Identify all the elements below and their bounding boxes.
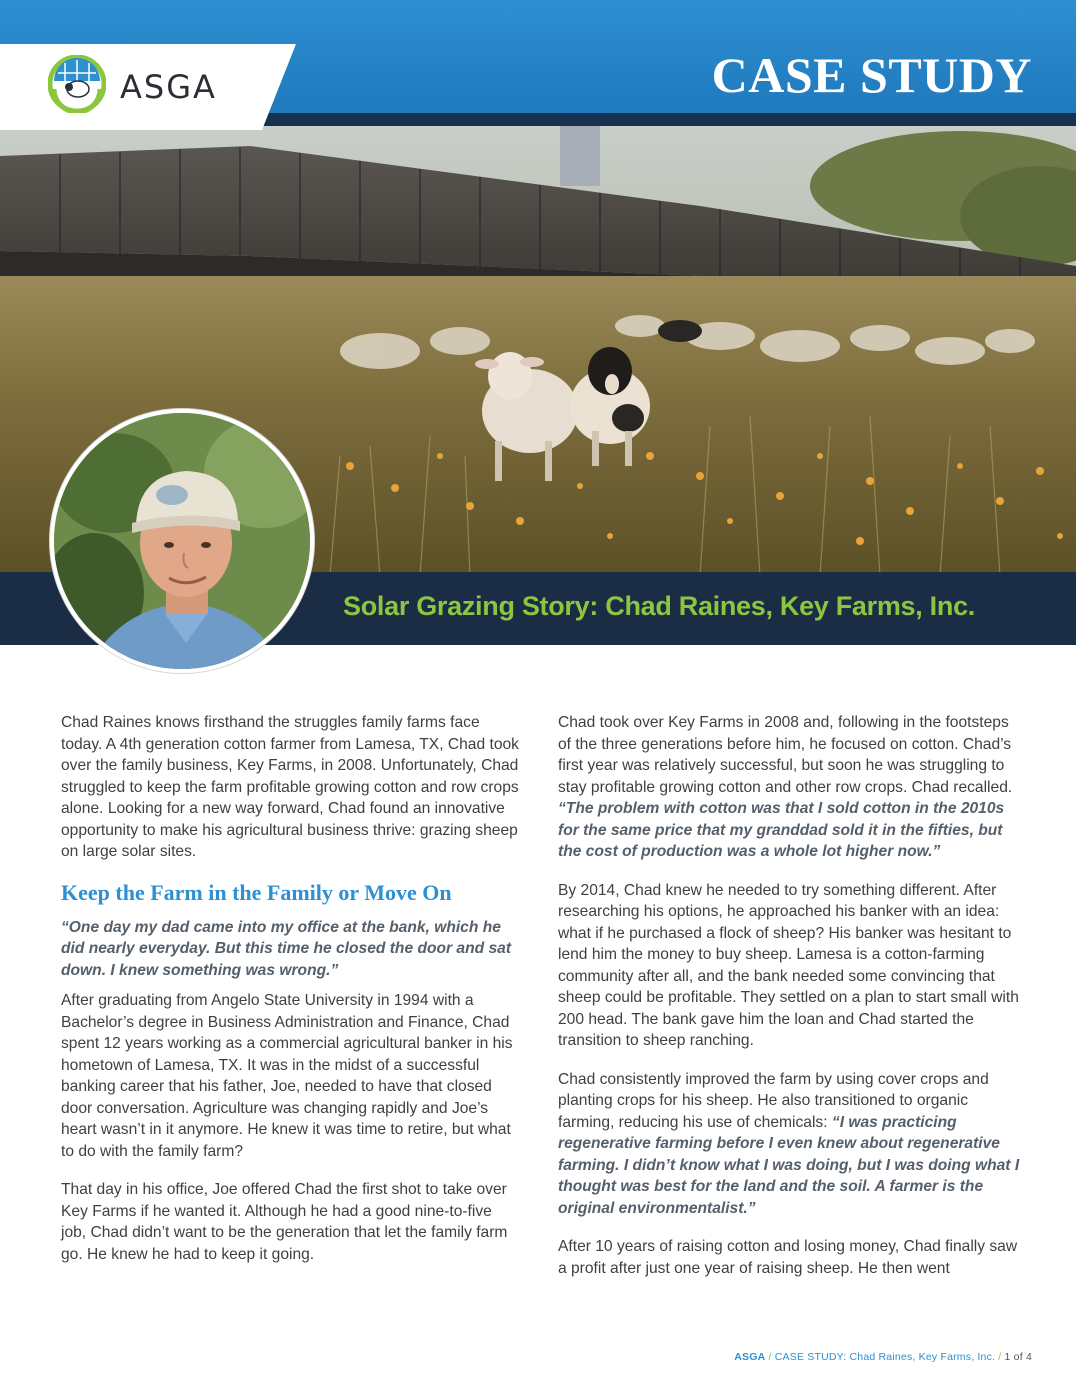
intro-paragraph: Chad Raines knows firsthand the struggles family farms face today. A 4th generation cotton farmer from Lamesa, TX, Chad took over the family business, Key Farms, in 2008. Unfortunately, Chad struggled to keep the farm profitable growing cotton and row crops alone. Looking for a new way forward, Chad found an innovative opportunity to make his agricultural business thrive: grazing sheep on large solar sites.: [61, 714, 519, 860]
paragraph: That day in his office, Joe offered Chad the first shot to take over Key Farms if he wanted it. Although he had a good nine-to-five job, Chad didn’t want to be the generation that let the family farm go. He knew he had to keep it going.: [61, 1181, 508, 1263]
right-column: [558, 712, 1020, 1296]
brand-name: ASGA: [120, 68, 217, 106]
asga-logo-icon: [48, 55, 106, 113]
document-type: CASE STUDY: [711, 47, 1032, 103]
section-heading: Keep the Farm in the Family or Move On: [61, 879, 452, 905]
paragraph-text: Chad took over Key Farms in 2008 and, following in the footsteps of the three generations before him, he focused on cotton. Chad’s first year was relatively successful, but soon he was struggling to stay profitable growing cotton and other row crops. Chad recalled.: [558, 714, 1013, 796]
lead-quote: “One day my dad came into my office at the bank, which he did nearly everyday. But this time he closed the door and sat down. I knew something was wrong.”: [61, 918, 512, 979]
paragraph: [558, 1069, 1020, 1220]
story-title: Solar Grazing Story: Chad Raines, Key Farms, Inc.: [343, 591, 975, 621]
page-number: 1 of 4: [1004, 1351, 1032, 1363]
left-column: [61, 712, 521, 1282]
paragraph: After 10 years of raising cotton and losing money, Chad finally saw a profit after just one year of raising sheep. He then went: [558, 1238, 1018, 1277]
inline-quote: “The problem with cotton was that I sold cotton in the 2010s for the same price that my granddad sold it in the fifties, but the cost of production was a whole lot higher now.”: [558, 800, 1005, 860]
footer-separator: /: [995, 1351, 1005, 1363]
paragraph: [558, 712, 1020, 863]
paragraph: By 2014, Chad knew he needed to try something different. After researching his options, he approached his banker with an idea: what if he purchased a flock of sheep? His banker was hesitant to lend him the money to buy sheep. Lamesa is a cotton-farming community after all, and the bank needed some convincing that sheep could be profitable. They settled on a plan to start small with 200 head. The bank gave him the loan and Chad started the transition to sheep ranching.: [558, 881, 1019, 1049]
paragraph: After graduating from Angelo State University in 1994 with a Bachelor’s degree in Business Administration and Finance, Chad spent 12 years working as a commercial agricultural banker in his hometown of Lamesa, TX. It was in the midst of a successful banking career that his father, Joe, needed to have that closed door conversation. Agriculture was changing rapidly and Joe’s heart wasn’t in it anymore. He knew it was time to retire, but what to do with the family farm?: [61, 992, 513, 1160]
footer-brand: ASGA: [734, 1351, 766, 1363]
paragraph-text: Chad consistently improved the farm by using cover crops and planting crops for his sheep. He also transitioned to organic farming, reducing his use of chemicals:: [558, 1070, 989, 1131]
farmer-portrait: [50, 409, 314, 673]
footer-label: CASE STUDY: Chad Raines, Key Farms, Inc.: [774, 1351, 996, 1363]
farmer-portrait-photo: [54, 413, 314, 673]
inline-quote: “I was practicing regenerative farming before I even knew about regenerative farming. I didn’t know what I was doing, but I was doing what I thought was best for the land and the soil. A farmer is the original environmentalist.”: [558, 1113, 1020, 1217]
footer-separator: /: [765, 1351, 775, 1363]
page-footer: [734, 1351, 1032, 1363]
